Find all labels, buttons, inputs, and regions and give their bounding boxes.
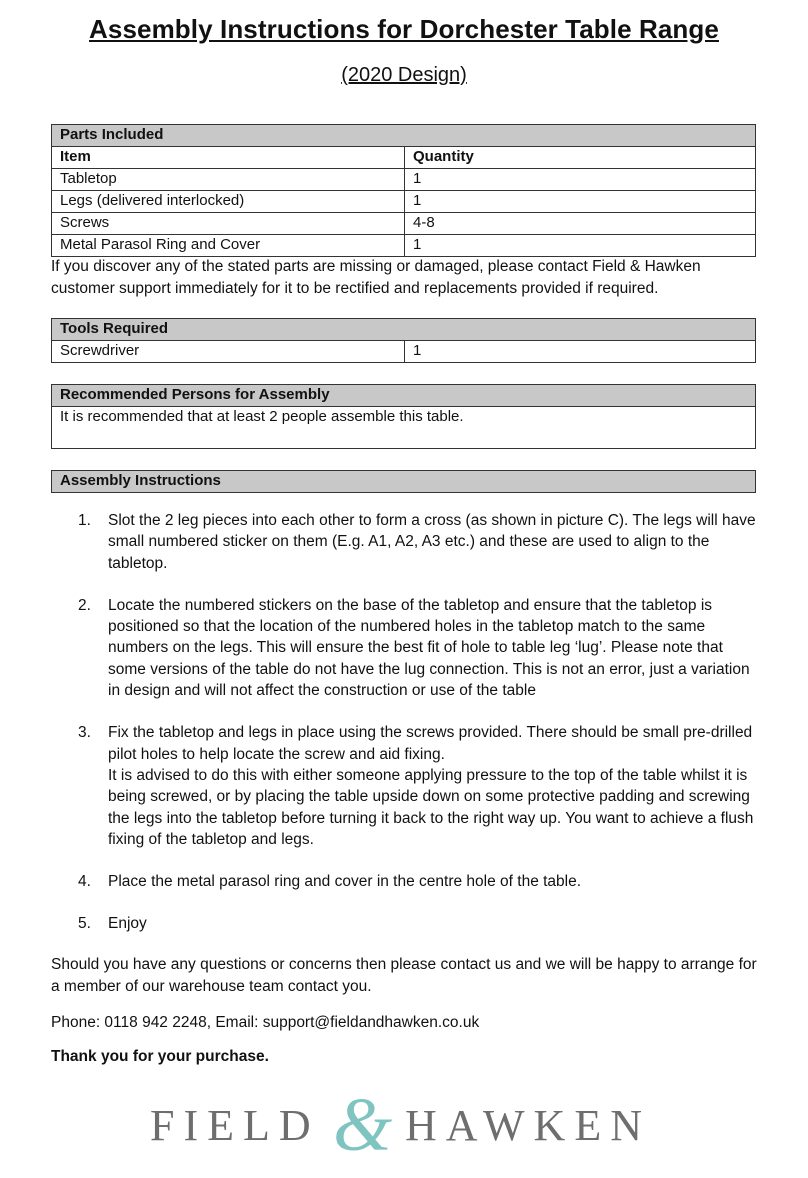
parts-heading: Parts Included — [52, 125, 756, 147]
step-text: Locate the numbered stickers on the base of the tabletop and ensure that the tabletop is positioned so that the location of the numbered holes in the tabletop match to the same numbers on the legs. This will ensure the best fit of hole to table leg ‘lug’. Please note that some versions of the table do not have the lug connection. This is not an error, just a variation in design and will not affect the construction or use of the table — [108, 596, 750, 700]
field-hawken-logo — [150, 1088, 660, 1168]
persons-table — [51, 384, 756, 449]
parts-table — [51, 124, 756, 257]
step-number: 1. — [78, 512, 91, 529]
parts-note: If you discover any of the stated parts are missing or damaged, please contact Field & Hawken customer support immediately for it to be rectified and replacements provided if required. — [51, 258, 701, 297]
step-text: Enjoy — [108, 915, 147, 933]
contact-text: Phone: 0118 942 2248, Email: support@fieldandhawken.co.uk — [51, 1014, 480, 1031]
assembly-steps — [51, 510, 761, 956]
tools-table — [51, 318, 756, 363]
table-row — [52, 213, 756, 235]
step-text: Place the metal parasol ring and cover in the centre hole of the table. — [108, 873, 582, 891]
questions-text: Should you have any questions or concerns then please contact us and we will be happy to arrange for a member of our warehouse team contact you. — [51, 956, 757, 995]
tool-item: Screwdriver — [52, 341, 405, 363]
step-number: 2. — [78, 596, 91, 614]
page-subtitle: (2020 Design) — [341, 64, 467, 86]
step-number: 3. — [78, 724, 91, 742]
part-item: Legs (delivered interlocked) — [52, 191, 405, 213]
page-title: Assembly Instructions for Dorchester Table Range — [89, 14, 719, 44]
step-text: Slot the 2 leg pieces into each other to form a cross (as shown in picture C). The legs will have small numbered sticker on them (E.g. A1, A2, A3 etc.) and these are used to align to the tabletop. — [108, 512, 756, 572]
assembly-table — [51, 470, 756, 493]
step-number: 5. — [78, 915, 91, 933]
table-row — [52, 169, 756, 191]
logo-hawken-word: HAWKEN — [405, 1101, 651, 1150]
step-number: 4. — [78, 873, 91, 891]
tool-qty: 1 — [405, 341, 756, 363]
tools-heading: Tools Required — [52, 319, 756, 341]
list-item — [51, 595, 761, 701]
step-text-continued: It is advised to do this with either someone applying pressure to the top of the table whilst it is being screwed, or by placing the table upside down on some protective padding and screwing the legs into the tabletop before turning it back to the right way up. You want to achieve a flush fixing of the tabletop and legs. — [108, 766, 754, 848]
persons-heading: Recommended Persons for Assembly — [52, 385, 756, 407]
table-row — [52, 341, 756, 363]
parts-col-item: Item — [52, 147, 405, 169]
persons-text: It is recommended that at least 2 people assemble this table. — [52, 407, 756, 449]
part-item: Screws — [52, 213, 405, 235]
part-qty: 1 — [405, 169, 756, 191]
part-item: Tabletop — [52, 169, 405, 191]
logo-ampersand: & — [333, 1088, 393, 1167]
logo-field-word: FIELD — [150, 1101, 320, 1150]
assembly-heading: Assembly Instructions — [52, 471, 756, 493]
step-text: Fix the tabletop and legs in place using the screws provided. There should be small pre-drilled pilot holes to help locate the screw and aid fixing. — [108, 724, 753, 763]
part-qty: 1 — [405, 235, 756, 257]
thanks-text: Thank you for your purchase. — [51, 1048, 269, 1065]
list-item — [51, 913, 761, 934]
list-item — [51, 871, 761, 892]
table-row — [52, 191, 756, 213]
parts-col-qty: Quantity — [405, 147, 756, 169]
part-qty: 4-8 — [405, 213, 756, 235]
table-row — [52, 235, 756, 257]
part-qty: 1 — [405, 191, 756, 213]
list-item — [51, 510, 761, 574]
list-item — [51, 722, 761, 850]
part-item: Metal Parasol Ring and Cover — [52, 235, 405, 257]
